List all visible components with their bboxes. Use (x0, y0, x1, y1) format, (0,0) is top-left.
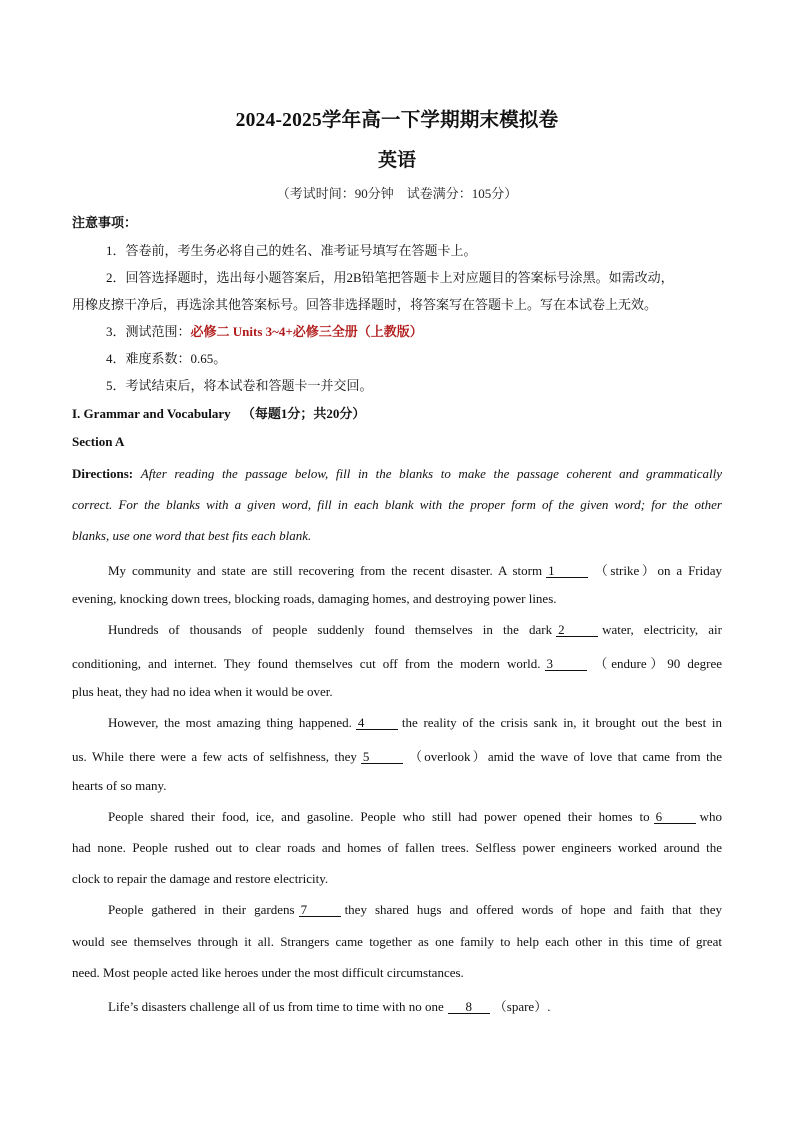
blank-4: 4 (356, 716, 398, 730)
text: （overlook）amid the wave of love that came from the (406, 749, 723, 764)
note-2-line-2: 用橡皮擦干净后，再选涂其他答案标号。回答非选择题时，将答案写在答题卡上。写在本试卷上无效。 (72, 297, 658, 312)
test-scope: 必修二 Units 3~4+必修三全册（上教版） (190, 324, 423, 339)
directions-line-3 (72, 528, 311, 544)
blank-7: 7 (299, 903, 341, 917)
blank-3: 3 (545, 657, 587, 671)
passage-p2-line-1 (108, 622, 722, 638)
text: My community and state are still recovering from the recent disaster. A storm (108, 563, 543, 578)
section-1-score: （每题1分；共20分） (241, 406, 366, 421)
note-4: 4．难度系数：0.65。 (106, 351, 227, 366)
text: who (699, 809, 722, 824)
text: Hundreds of thousands of people suddenly found themselves in the dark (108, 622, 553, 637)
note-3-prefix: 3．测试范围： (106, 324, 191, 339)
passage-p2-line-2 (72, 653, 722, 672)
passage-p1-line-1 (108, 560, 722, 579)
text: However, the most amazing thing happened. (108, 715, 352, 730)
passage-p4-line-2: had none. People rushed out to clear roads and homes of fallen trees. Selfless power engineers worked around the (72, 840, 722, 855)
text: （endure）90 degree (590, 656, 722, 671)
section-1-heading (72, 403, 365, 422)
subject-title: 英语 (377, 150, 416, 171)
directions-line-2 (72, 497, 722, 513)
text: People gathered in their gardens (108, 902, 295, 917)
directions-label: Directions: (72, 466, 134, 481)
passage-p3-line-1 (108, 715, 722, 731)
text: water, electricity, air (602, 622, 722, 637)
note-5: 5．考试结束后，将本试卷和答题卡一并交回。 (106, 378, 373, 393)
blank-1: 1 (546, 564, 588, 578)
text: the reality of the crisis sank in, it brought out the best in (401, 715, 723, 730)
passage-p3-line-3: hearts of so many. (72, 778, 167, 793)
note-2-line-1: 2．回答选择题时，选出每小题答案后，用2B铅笔把答题卡上对应题目的答案标号涂黑。如需改动， (106, 270, 674, 285)
exam-info: （考试时间：90分钟 试卷满分：105分） (276, 186, 518, 201)
note-1: 1．答卷前，考生务必将自己的姓名、准考证号填写在答题卡上。 (106, 243, 477, 258)
passage-p5-line-1 (108, 902, 722, 918)
exam-title: 2024-2025学年高一下学期期末模拟卷 (235, 110, 559, 131)
passage-p6-line-1 (108, 996, 722, 1015)
text: conditioning, and internet. They found themselves cut off from the modern world. (72, 656, 541, 671)
passage-p5-line-2: would see themselves through it all. Strangers came together as one family to help each other in this time of great (72, 934, 722, 949)
passage-p5-line-3: need. Most people acted like heroes under the most difficult circumstances. (72, 965, 464, 980)
directions-text-3: blanks, use one word that best fits each blank. (72, 528, 312, 543)
directions-line-1 (72, 466, 722, 482)
passage-p4-line-3: clock to repair the damage and restore electricity. (72, 871, 329, 886)
text: People shared their food, ice, and gasoline. People who still had power opened their homes to (108, 809, 650, 824)
passage-p2-line-3: plus heat, they had no idea when it would be over. (72, 684, 333, 699)
text: （strike）on a Friday (592, 563, 723, 578)
section-1-title: I. Grammar and Vocabulary (72, 406, 231, 421)
blank-6: 6 (654, 810, 696, 824)
section-a-title: Section A (72, 434, 125, 449)
directions-text-2: correct. For the blanks with a given word, fill in each blank with the proper form of the given word; for the other (72, 497, 722, 512)
passage-p3-line-2 (72, 746, 722, 765)
passage-p4-line-1 (108, 809, 722, 825)
blank-8: 8 (448, 1000, 490, 1014)
blank-2: 2 (556, 623, 598, 637)
directions-text-1: After reading the passage below, fill in the blanks to make the passage coherent and grammatically (140, 466, 723, 481)
notes-heading: 注意事项： (72, 215, 138, 230)
text: us. While there were a few acts of selfishness, they (72, 749, 357, 764)
note-3 (106, 321, 423, 340)
text: （spare）. (493, 999, 551, 1014)
text: Life’s disasters challenge all of us from time to time with no one (108, 999, 444, 1014)
passage-p1-line-2: evening, knocking down trees, blocking roads, damaging homes, and destroying power lines. (72, 591, 557, 606)
blank-5: 5 (361, 750, 403, 764)
text: they shared hugs and offered words of hope and faith that they (344, 902, 722, 917)
